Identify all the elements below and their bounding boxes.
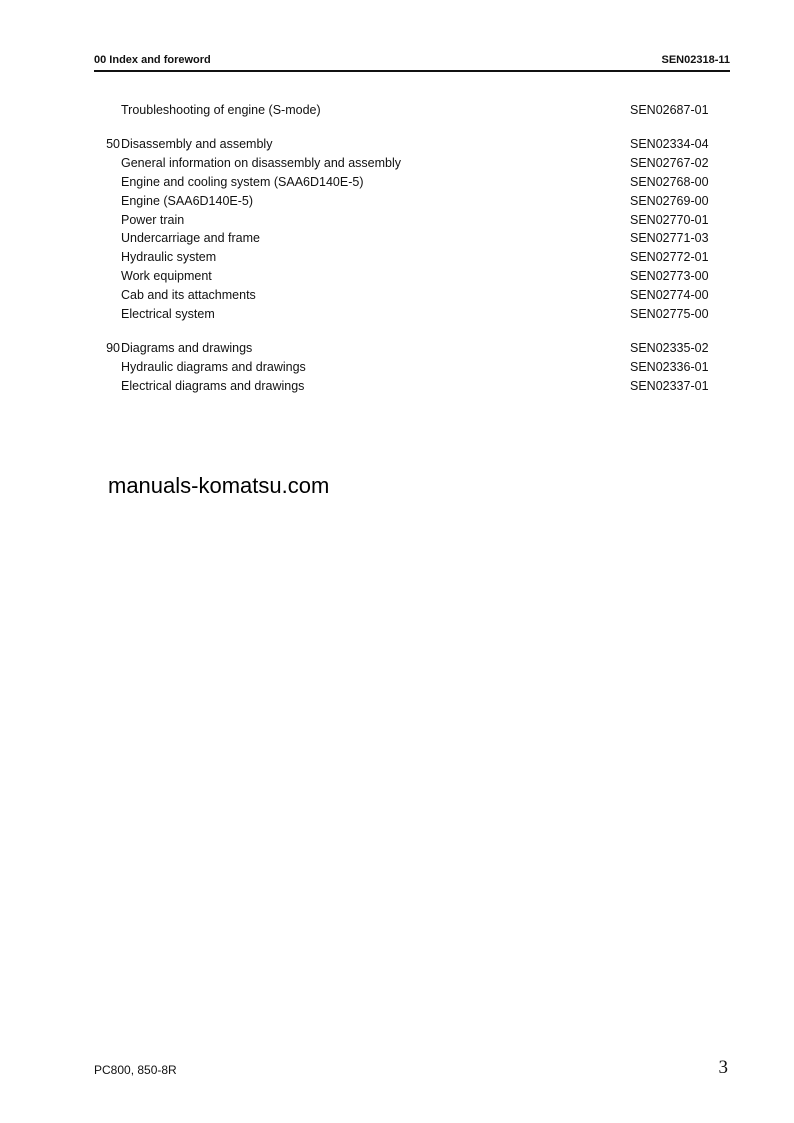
toc-row: [0, 286, 794, 305]
toc-code: SEN02767-02: [630, 156, 709, 171]
toc-section-number: 90: [106, 340, 120, 355]
toc-title: General information on disassembly and assembly: [121, 156, 401, 171]
document-code: SEN02318-11: [661, 54, 730, 66]
toc-title: Electrical system: [121, 306, 215, 321]
toc-title: Undercarriage and frame: [121, 231, 260, 246]
toc-title: Electrical diagrams and drawings: [121, 378, 305, 393]
toc-code: SEN02336-01: [630, 359, 709, 374]
toc-row: [0, 101, 794, 120]
toc-row: [0, 339, 794, 358]
toc-row: [0, 305, 794, 324]
toc-code: SEN02335-02: [630, 340, 709, 355]
header-divider: [94, 70, 730, 72]
toc-row: [0, 192, 794, 211]
section-title: 00 Index and foreword: [94, 54, 211, 66]
toc-code: SEN02774-00: [630, 287, 709, 302]
toc-row: [0, 358, 794, 377]
toc-title: Troubleshooting of engine (S-mode): [121, 103, 321, 117]
toc-code: SEN02687-01: [630, 103, 709, 117]
toc-row: [0, 248, 794, 267]
toc-title: Diagrams and drawings: [121, 340, 253, 355]
toc-code: SEN02769-00: [630, 193, 709, 208]
toc-row: [0, 377, 794, 396]
toc-section-number: 50: [106, 137, 120, 152]
toc-code: SEN02773-00: [630, 268, 709, 283]
toc-row: [0, 229, 794, 248]
watermark-text: manuals-komatsu.com: [108, 473, 330, 498]
toc-title: Disassembly and assembly: [121, 137, 273, 152]
toc-row: [0, 211, 794, 230]
toc-title: Hydraulic system: [121, 250, 217, 265]
page-header: [94, 54, 730, 70]
toc-title: Work equipment: [121, 268, 212, 283]
footer-model: PC800, 850-8R: [94, 1063, 177, 1077]
toc-title: Hydraulic diagrams and drawings: [121, 359, 306, 374]
toc-row: [0, 267, 794, 286]
toc-code: SEN02337-01: [630, 378, 709, 393]
toc-code: SEN02334-04: [630, 137, 709, 152]
toc-code: SEN02770-01: [630, 212, 709, 227]
toc-code: SEN02771-03: [630, 231, 709, 246]
toc-code: SEN02772-01: [630, 250, 709, 265]
toc-row: [0, 154, 794, 173]
toc-row: [0, 135, 794, 154]
toc-row: [0, 173, 794, 192]
toc-title: Engine and cooling system (SAA6D140E-5): [121, 174, 364, 189]
toc-code: SEN02775-00: [630, 306, 709, 321]
toc-code: SEN02768-00: [630, 174, 709, 189]
toc-title: Power train: [121, 212, 185, 227]
table-of-contents: [0, 101, 794, 395]
toc-title: Engine (SAA6D140E-5): [121, 193, 254, 208]
page-number: 3: [718, 1057, 728, 1078]
toc-title: Cab and its attachments: [121, 287, 256, 302]
